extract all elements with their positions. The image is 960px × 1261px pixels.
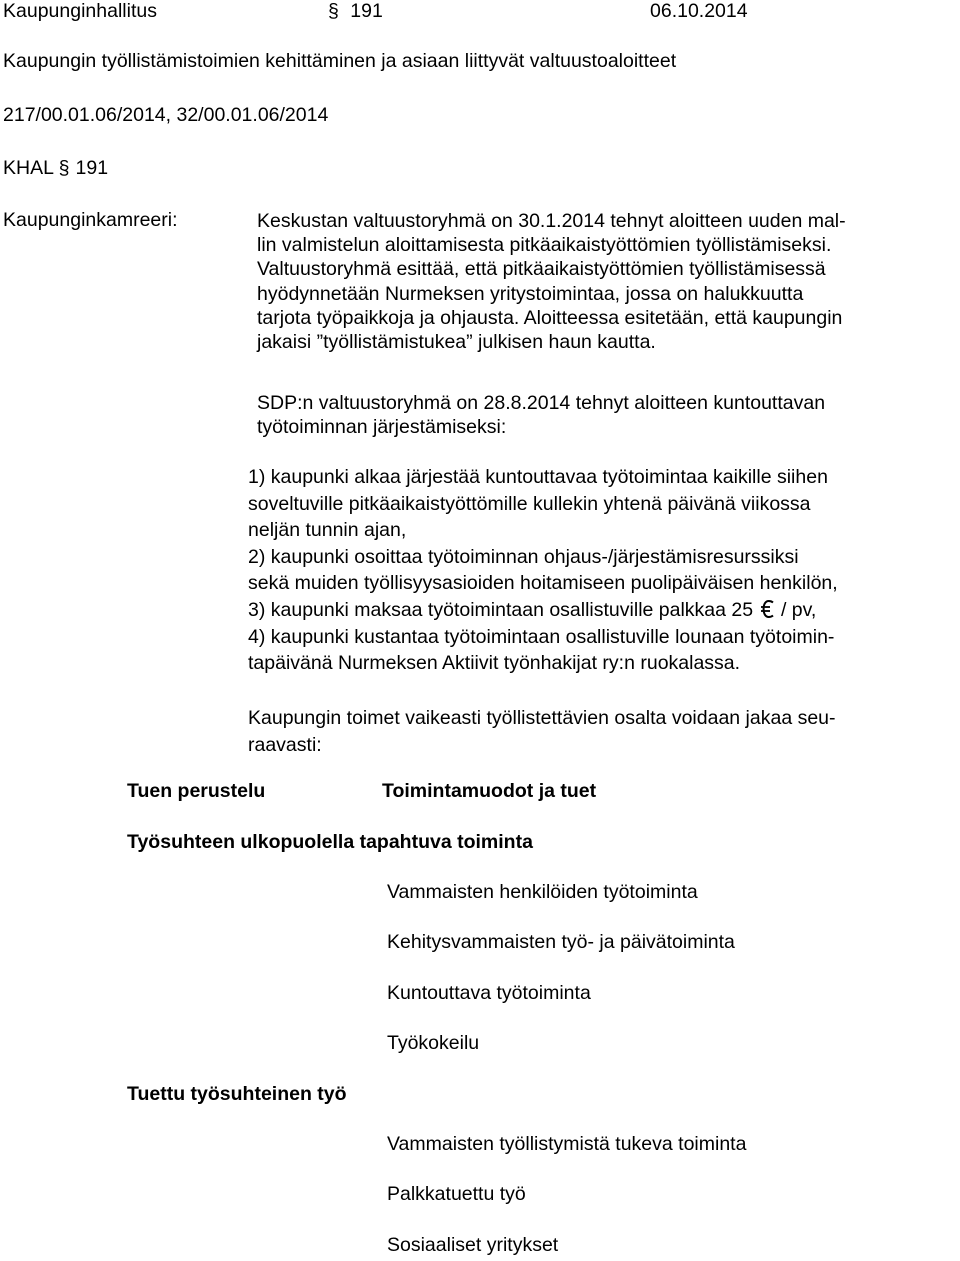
- initiative-keskusta: [257, 209, 957, 354]
- text-line: Kaupungin toimet vaikeasti työllistettävien osalta voidaan jakaa seu-: [248, 707, 836, 729]
- khal-label: KHAL: [3, 157, 54, 179]
- text-line: tarjota työpaikkoja ja ohjausta. Aloitteessa esitetään, että kaupungin: [257, 306, 843, 329]
- text-line: jakaisi ”työllistämistukea” julkisen haun kautta.: [257, 331, 656, 354]
- diary-numbers: 217/00.01.06/2014, 32/00.01.06/2014: [3, 104, 329, 126]
- text-line: Keskustan valtuustoryhmä on 30.1.2014 tehnyt aloitteen uuden mal-: [257, 210, 846, 232]
- proposal-3-text: 3) kaupunki maksaa työtoimintaan osallistuville palkkaa 25: [248, 598, 754, 621]
- col-header-forms: Toimintamuodot ja tuet: [382, 780, 597, 802]
- section-number-value: 191: [350, 0, 383, 22]
- euro-icon: [761, 600, 774, 618]
- text-line: raavasti:: [248, 733, 322, 756]
- meeting-date: 06.10.2014: [650, 0, 748, 22]
- section-sign: §: [328, 0, 339, 22]
- text-line: hyödynnetään Nurmeksen yritystoimintaa, jossa on halukkuutta: [257, 282, 804, 305]
- list-item: Kehitysvammaisten työ- ja päivätoiminta: [387, 931, 735, 953]
- khal-number: 191: [75, 157, 109, 179]
- list-item: Vammaisten henkilöiden työtoiminta: [387, 881, 698, 903]
- list-item: 4) kaupunki kustantaa työtoimintaan osallistuville lounaan työtoimin-: [248, 625, 835, 648]
- initiative-sdp: [257, 391, 957, 439]
- list-item: Sosiaaliset yritykset: [387, 1234, 559, 1256]
- text-line: SDP:n valtuustoryhmä on 28.8.2014 tehnyt aloitteen kuntouttavan: [257, 392, 826, 414]
- list-item: 1) kaupunki alkaa järjestää kuntouttavaa työtoimintaa kaikille siihen: [248, 466, 828, 488]
- col-header-basis: Tuen perustelu: [127, 780, 266, 802]
- text-line: lin valmistelun aloittamisesta pitkäaikaistyöttömien työllistämiseksi.: [257, 234, 832, 257]
- proposal-3-suffix: / pv,: [780, 598, 817, 621]
- body-name: Kaupunginhallitus: [3, 0, 157, 22]
- section-supported-employment: Tuettu työsuhteinen työ: [127, 1083, 347, 1105]
- list-item: [248, 597, 958, 624]
- list-item: sekä muiden työllisyysasioiden hoitamiseen puolipäiväisen henkilön,: [248, 572, 838, 595]
- list-item: Palkkatuettu työ: [387, 1183, 526, 1205]
- proposals-list: [248, 464, 958, 677]
- measures-intro: [248, 705, 958, 758]
- text-line: Valtuustoryhmä esittää, että pitkäaikaistyöttömien työllistämisessä: [257, 258, 826, 281]
- list-item: tapäivänä Nurmeksen Aktiivit työnhakijat ry:n ruokalassa.: [248, 652, 741, 675]
- khal-reference: [3, 157, 108, 180]
- list-item: neljän tunnin ajan,: [248, 519, 407, 542]
- document-title: Kaupungin työllistämistoimien kehittäminen ja asiaan liittyvät valtuustoaloitteet: [3, 50, 677, 72]
- khal-section-sign: §: [58, 157, 70, 179]
- text-line: työtoiminnan järjestämiseksi:: [257, 416, 507, 439]
- list-item: soveltuville pitkäaikaistyöttömille kullekin yhtenä päivänä viikossa: [248, 492, 811, 515]
- section-outside-employment: Työsuhteen ulkopuolella tapahtuva toiminta: [127, 831, 533, 853]
- list-item: Työkokeilu: [387, 1032, 480, 1054]
- list-item: Vammaisten työllistymistä tukeva toiminta: [387, 1133, 747, 1155]
- presenter-label: Kaupunginkamreeri:: [3, 209, 178, 231]
- list-item: Kuntouttava työtoiminta: [387, 982, 591, 1004]
- list-item: 2) kaupunki osoittaa työtoiminnan ohjaus-/järjestämisresurssiksi: [248, 545, 799, 568]
- section-number: [328, 0, 383, 23]
